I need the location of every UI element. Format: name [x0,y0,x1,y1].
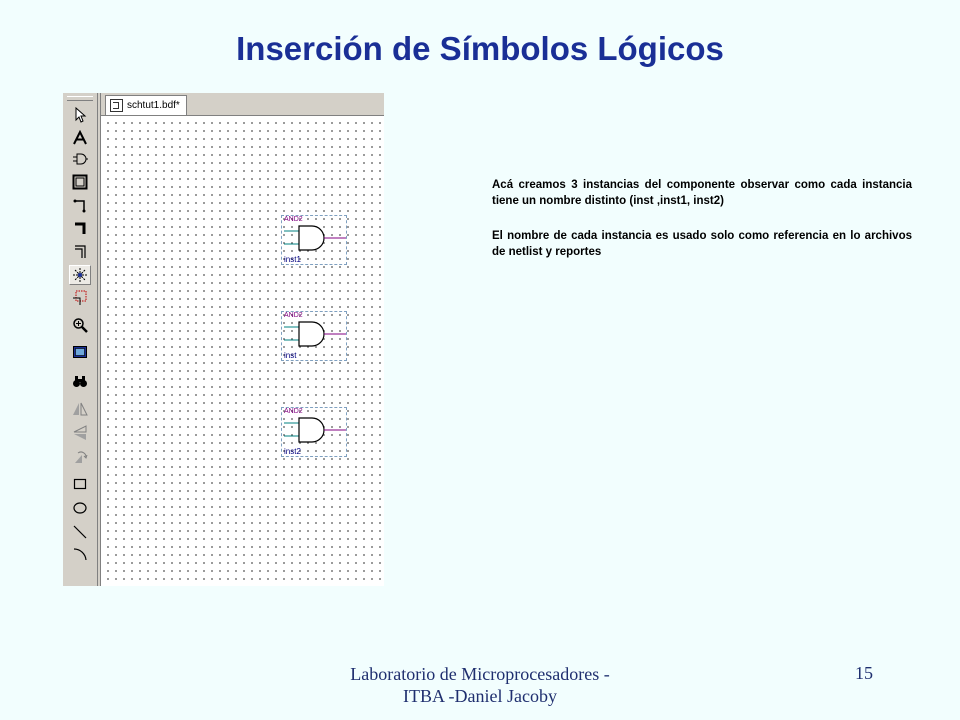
footer-line-1: Laboratorio de Microprocesadores - [350,664,610,684]
toolbar-grip[interactable] [67,96,93,101]
orthogonal-conduit-tool-icon[interactable] [69,242,91,262]
flip-horizontal-icon[interactable] [69,399,91,419]
rotate-left-icon[interactable] [69,447,91,467]
zoom-tool-icon[interactable] [69,315,91,335]
block-editor-screenshot [63,93,384,586]
symbol-type-label: AND2 [284,312,303,319]
use-rubberbanding-icon[interactable] [69,265,91,285]
document-tab-bar [101,93,384,116]
flip-vertical-icon[interactable] [69,423,91,443]
text-tool-icon[interactable] [69,128,91,148]
document-tab-label: schtut1.bdf* [127,100,180,111]
explanation-notes [492,177,912,279]
and2-symbol-inst1[interactable] [281,215,347,265]
instance-name-label: inst2 [284,447,301,456]
document-tab[interactable] [105,95,187,115]
schematic-canvas[interactable] [101,116,384,586]
selection-tool-icon[interactable] [69,105,91,125]
page-number: 15 [855,663,873,683]
block-tool-icon[interactable] [69,172,91,192]
slide-title: Inserción de Símbolos Lógicos [236,30,724,67]
arc-tool-icon[interactable] [69,544,91,564]
orthogonal-bus-tool-icon[interactable] [69,219,91,239]
find-icon[interactable] [69,371,91,391]
oval-tool-icon[interactable] [69,498,91,518]
full-screen-icon[interactable] [69,342,91,362]
schematic-file-icon [110,99,123,112]
orthogonal-node-tool-icon[interactable] [69,196,91,216]
and2-symbol-inst[interactable] [281,311,347,361]
slide-footer [300,663,660,707]
symbol-type-label: AND2 [284,408,303,415]
document-window [100,93,384,586]
symbol-type-label: AND2 [284,216,303,223]
instance-name-label: inst [284,351,297,360]
partial-line-selection-icon[interactable] [69,288,91,308]
and2-symbol-inst2[interactable] [281,407,347,457]
note-paragraph-1: Acá creamos 3 instancias del componente observar como cada instancia tiene un nombre distinto (inst ,inst1, inst2) [492,179,912,207]
block-editor-toolbar [63,93,98,586]
instance-name-label: inst1 [284,255,301,264]
symbol-tool-icon[interactable] [69,149,91,169]
line-tool-icon[interactable] [69,522,91,542]
footer-line-2: ITBA -Daniel Jacoby [403,686,557,706]
note-paragraph-2: El nombre de cada instancia es usado solo como referencia en lo archivos de netlist y reportes [492,230,912,258]
rectangle-tool-icon[interactable] [69,474,91,494]
